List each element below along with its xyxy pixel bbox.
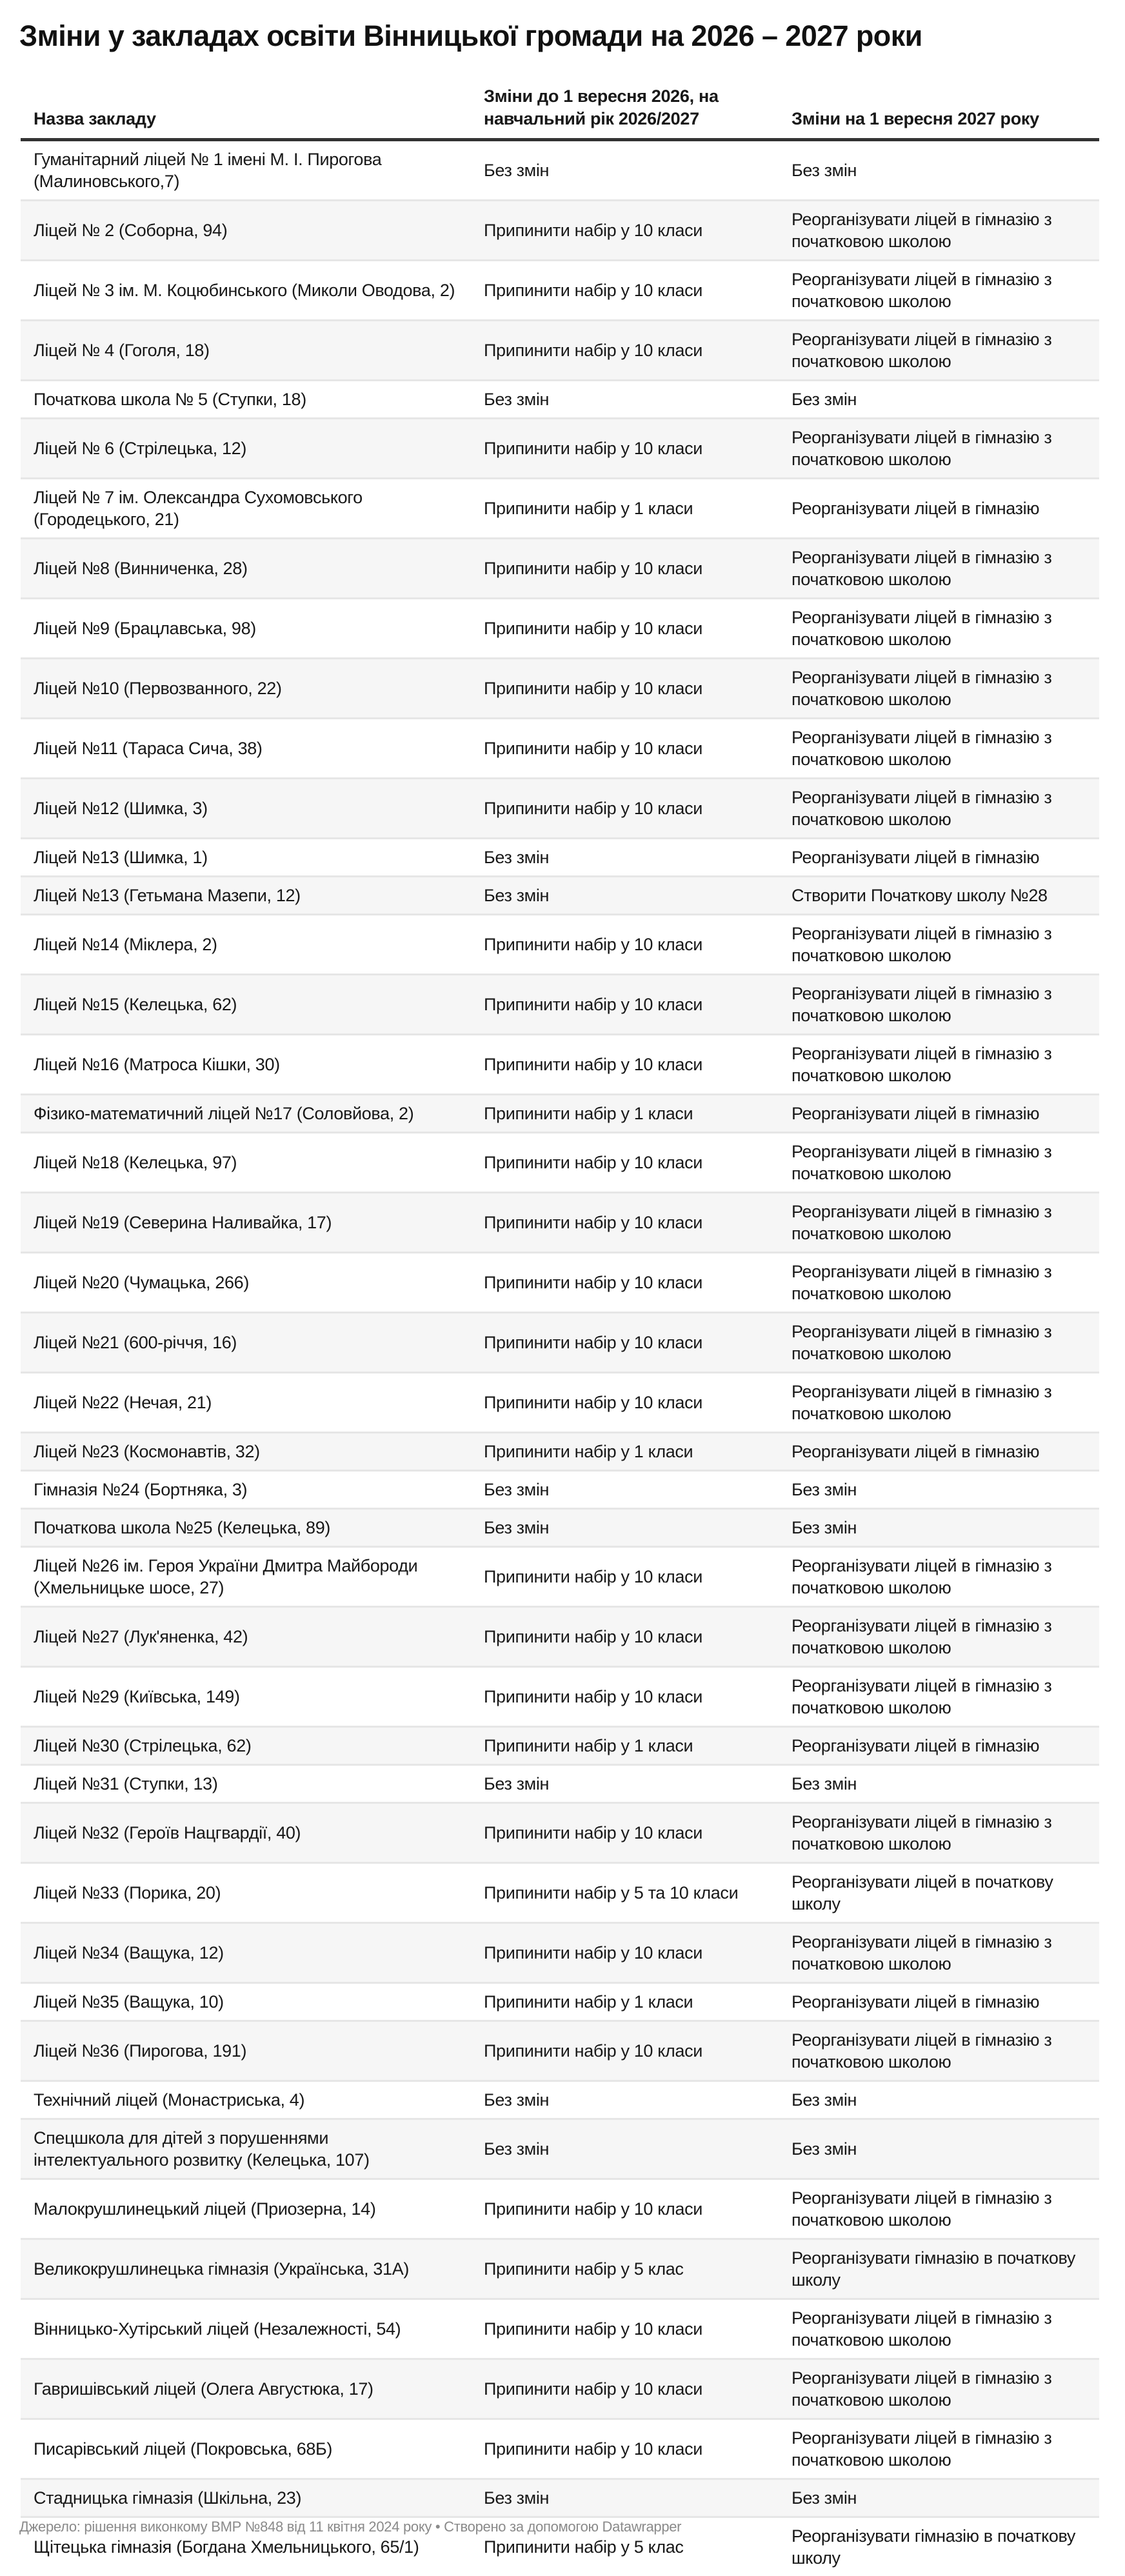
table-row	[21, 2119, 1099, 2179]
cell-school-name: Ліцей №35 (Ващука, 10)	[21, 1983, 471, 2021]
table-row	[21, 2081, 1099, 2119]
cell-changes-2027: Реорганізувати ліцей в гімназію з початковою школою	[779, 1803, 1099, 1863]
cell-changes-2027: Реорганізувати ліцей в гімназію з початковою школою	[779, 1667, 1099, 1727]
cell-school-name: Гуманітарний ліцей № 1 імені М. І. Пирогова (Малиновського,7)	[21, 140, 471, 201]
cell-changes-2027: Реорганізувати ліцей в гімназію	[779, 1433, 1099, 1471]
cell-changes-2027: Реорганізувати ліцей в гімназію з початковою школою	[779, 321, 1099, 381]
table-row	[21, 1313, 1099, 1373]
table-row	[21, 539, 1099, 599]
table-row	[21, 1433, 1099, 1471]
cell-school-name: Вінницько-Хутірський ліцей (Незалежності, 54)	[21, 2299, 471, 2359]
cell-changes-2027: Реорганізувати ліцей в гімназію з початковою школою	[779, 975, 1099, 1035]
cell-changes-2026: Припинити набір у 5 клас	[471, 2517, 779, 2576]
cell-changes-2027: Реорганізувати ліцей в гімназію з початковою школою	[779, 539, 1099, 599]
cell-changes-2026: Припинити набір у 10 класи	[471, 719, 779, 779]
cell-changes-2027: Реорганізувати ліцей в гімназію з початковою школою	[779, 2359, 1099, 2419]
cell-school-name: Великокрушлинецька гімназія (Українська, 31А)	[21, 2239, 471, 2299]
column-header-changes-2026[interactable]: Зміни до 1 вересня 2026, на навчальний рік 2026/2027	[471, 85, 779, 140]
cell-school-name: Ліцей №33 (Порика, 20)	[21, 1863, 471, 1923]
cell-changes-2026: Припинити набір у 10 класи	[471, 201, 779, 261]
table-row	[21, 1803, 1099, 1863]
cell-changes-2026: Без змін	[471, 839, 779, 877]
schools-table	[21, 85, 1099, 2576]
cell-changes-2027: Реорганізувати ліцей в гімназію	[779, 839, 1099, 877]
cell-changes-2026: Без змін	[471, 2119, 779, 2179]
cell-changes-2026: Без змін	[471, 140, 779, 201]
cell-changes-2026: Припинити набір у 1 класи	[471, 1095, 779, 1133]
cell-changes-2027: Реорганізувати ліцей в гімназію з початковою школою	[779, 1923, 1099, 1983]
cell-school-name: Ліцей №16 (Матроса Кішки, 30)	[21, 1035, 471, 1095]
cell-changes-2027: Реорганізувати ліцей в гімназію з початковою школою	[779, 201, 1099, 261]
cell-school-name: Ліцей № 3 ім. М. Коцюбинського (Миколи Оводова, 2)	[21, 261, 471, 321]
table-row	[21, 1667, 1099, 1727]
cell-changes-2026: Припинити набір у 1 класи	[471, 1727, 779, 1765]
table-row	[21, 2179, 1099, 2239]
cell-changes-2026: Припинити набір у 10 класи	[471, 1923, 779, 1983]
cell-changes-2026: Припинити набір у 5 та 10 класи	[471, 1863, 779, 1923]
cell-changes-2026: Припинити набір у 10 класи	[471, 2179, 779, 2239]
table-row	[21, 140, 1099, 201]
cell-changes-2026: Припинити набір у 10 класи	[471, 1547, 779, 1607]
cell-changes-2027: Реорганізувати ліцей в гімназію	[779, 1727, 1099, 1765]
cell-changes-2027: Без змін	[779, 1471, 1099, 1509]
cell-school-name: Ліцей №22 (Нечая, 21)	[21, 1373, 471, 1433]
cell-changes-2027: Реорганізувати ліцей в гімназію з початковою школою	[779, 1547, 1099, 1607]
cell-school-name: Ліцей №34 (Ващука, 12)	[21, 1923, 471, 1983]
cell-changes-2027: Без змін	[779, 381, 1099, 419]
cell-changes-2026: Припинити набір у 10 класи	[471, 1035, 779, 1095]
cell-school-name: Початкова школа № 5 (Ступки, 18)	[21, 381, 471, 419]
cell-school-name: Малокрушлинецький ліцей (Приозерна, 14)	[21, 2179, 471, 2239]
cell-school-name: Ліцей № 7 ім. Олександра Сухомовського (Городецького, 21)	[21, 479, 471, 539]
table-row	[21, 1373, 1099, 1433]
table-row	[21, 2239, 1099, 2299]
cell-school-name: Ліцей №10 (Первозванного, 22)	[21, 659, 471, 719]
table-header-row	[21, 85, 1099, 140]
table-row	[21, 779, 1099, 839]
cell-school-name: Ліцей №8 (Винниченка, 28)	[21, 539, 471, 599]
cell-changes-2026: Припинити набір у 10 класи	[471, 779, 779, 839]
table-row	[21, 201, 1099, 261]
cell-changes-2027: Реорганізувати ліцей в гімназію з початковою школою	[779, 719, 1099, 779]
cell-changes-2027: Реорганізувати ліцей в гімназію з початковою школою	[779, 659, 1099, 719]
cell-changes-2027: Без змін	[779, 2081, 1099, 2119]
cell-school-name: Ліцей №12 (Шимка, 3)	[21, 779, 471, 839]
table-row	[21, 877, 1099, 915]
cell-changes-2027: Реорганізувати ліцей в гімназію з початковою школою	[779, 419, 1099, 479]
table-row	[21, 2359, 1099, 2419]
column-header-name[interactable]: Назва закладу	[21, 85, 471, 140]
cell-school-name: Ліцей №20 (Чумацька, 266)	[21, 1253, 471, 1313]
cell-changes-2027: Реорганізувати ліцей в гімназію з початковою школою	[779, 2021, 1099, 2081]
cell-changes-2027: Реорганізувати ліцей в гімназію з початковою школою	[779, 261, 1099, 321]
cell-school-name: Писарівський ліцей (Покровська, 68Б)	[21, 2419, 471, 2479]
cell-changes-2026: Припинити набір у 10 класи	[471, 975, 779, 1035]
cell-school-name: Ліцей №29 (Київська, 149)	[21, 1667, 471, 1727]
cell-changes-2027: Створити Початкову школу №28	[779, 877, 1099, 915]
cell-changes-2026: Припинити набір у 1 класи	[471, 479, 779, 539]
cell-school-name: Ліцей №26 ім. Героя України Дмитра Майбороди (Хмельницьке шосе, 27)	[21, 1547, 471, 1607]
table-row	[21, 1253, 1099, 1313]
cell-changes-2027: Без змін	[779, 2119, 1099, 2179]
table-row	[21, 261, 1099, 321]
cell-changes-2027: Реорганізувати ліцей в гімназію	[779, 479, 1099, 539]
cell-changes-2026: Припинити набір у 10 класи	[471, 539, 779, 599]
cell-school-name: Ліцей №21 (600-річчя, 16)	[21, 1313, 471, 1373]
cell-changes-2027: Реорганізувати ліцей в гімназію з початковою школою	[779, 1313, 1099, 1373]
cell-school-name: Ліцей № 6 (Стрілецька, 12)	[21, 419, 471, 479]
table-row	[21, 1035, 1099, 1095]
cell-school-name: Ліцей №9 (Брацлавська, 98)	[21, 599, 471, 659]
cell-changes-2027: Реорганізувати ліцей в гімназію з початковою школою	[779, 915, 1099, 975]
table-row	[21, 599, 1099, 659]
table-row	[21, 975, 1099, 1035]
cell-changes-2027: Реорганізувати гімназію в початкову школу	[779, 2239, 1099, 2299]
cell-school-name: Ліцей №36 (Пирогова, 191)	[21, 2021, 471, 2081]
cell-school-name: Фізико-математичний ліцей №17 (Соловйова, 2)	[21, 1095, 471, 1133]
cell-changes-2026: Припинити набір у 10 класи	[471, 1803, 779, 1863]
cell-school-name: Ліцей №27 (Лук'яненка, 42)	[21, 1607, 471, 1667]
source-footer: Джерело: рішення виконкому ВМР №848 від 11 квітня 2024 року • Створено за допомогою Datawrapper	[19, 2519, 681, 2535]
cell-changes-2026: Припинити набір у 10 класи	[471, 2299, 779, 2359]
table-row	[21, 1765, 1099, 1803]
cell-changes-2027: Реорганізувати ліцей в гімназію з початковою школою	[779, 2299, 1099, 2359]
cell-changes-2027: Реорганізувати ліцей в гімназію з початковою школою	[779, 1193, 1099, 1253]
cell-changes-2027: Реорганізувати ліцей в гімназію з початковою школою	[779, 1373, 1099, 1433]
table-body	[21, 140, 1099, 2576]
cell-changes-2026: Без змін	[471, 1509, 779, 1547]
table-row	[21, 1983, 1099, 2021]
table-row	[21, 321, 1099, 381]
cell-changes-2027: Без змін	[779, 140, 1099, 201]
cell-changes-2026: Припинити набір у 10 класи	[471, 659, 779, 719]
cell-changes-2026: Без змін	[471, 1765, 779, 1803]
cell-changes-2027: Реорганізувати ліцей в гімназію	[779, 1095, 1099, 1133]
cell-school-name: Технічний ліцей (Монастриська, 4)	[21, 2081, 471, 2119]
cell-changes-2027: Реорганізувати ліцей в початкову школу	[779, 1863, 1099, 1923]
cell-changes-2027: Реорганізувати ліцей в гімназію з початковою школою	[779, 2419, 1099, 2479]
cell-changes-2027: Реорганізувати ліцей в гімназію з початковою школою	[779, 1035, 1099, 1095]
cell-school-name: Щітецька гімназія (Богдана Хмельницького, 65/1)	[21, 2517, 471, 2576]
cell-school-name: Ліцей №32 (Героїв Нацгвардії, 40)	[21, 1803, 471, 1863]
table-row	[21, 381, 1099, 419]
table-row	[21, 659, 1099, 719]
cell-school-name: Ліцей №31 (Ступки, 13)	[21, 1765, 471, 1803]
cell-changes-2026: Припинити набір у 5 клас	[471, 2239, 779, 2299]
table-row	[21, 2479, 1099, 2517]
table-row	[21, 479, 1099, 539]
cell-school-name: Ліцей №11 (Тараса Сича, 38)	[21, 719, 471, 779]
cell-changes-2026: Припинити набір у 10 класи	[471, 1373, 779, 1433]
cell-school-name: Ліцей № 2 (Соборна, 94)	[21, 201, 471, 261]
cell-changes-2026: Припинити набір у 1 класи	[471, 1983, 779, 2021]
cell-changes-2026: Без змін	[471, 2081, 779, 2119]
cell-changes-2026: Припинити набір у 10 класи	[471, 1313, 779, 1373]
cell-school-name: Ліцей № 4 (Гоголя, 18)	[21, 321, 471, 381]
cell-changes-2027: Реорганізувати ліцей в гімназію з початковою школою	[779, 2179, 1099, 2239]
cell-changes-2026: Припинити набір у 10 класи	[471, 599, 779, 659]
cell-changes-2026: Припинити набір у 10 класи	[471, 1193, 779, 1253]
table-row	[21, 1727, 1099, 1765]
cell-changes-2026: Припинити набір у 10 класи	[471, 2021, 779, 2081]
table-row	[21, 1193, 1099, 1253]
cell-changes-2027: Реорганізувати ліцей в гімназію	[779, 1983, 1099, 2021]
table-row	[21, 1509, 1099, 1547]
table-row	[21, 2021, 1099, 2081]
cell-changes-2026: Припинити набір у 10 класи	[471, 261, 779, 321]
cell-school-name: Ліцей №23 (Космонавтів, 32)	[21, 1433, 471, 1471]
table-row	[21, 419, 1099, 479]
table-row	[21, 1471, 1099, 1509]
cell-school-name: Стадницька гімназія (Шкільна, 23)	[21, 2479, 471, 2517]
cell-changes-2026: Припинити набір у 10 класи	[471, 1607, 779, 1667]
table-row	[21, 2419, 1099, 2479]
cell-changes-2026: Припинити набір у 10 класи	[471, 2359, 779, 2419]
cell-school-name: Ліцей №19 (Северина Наливайка, 17)	[21, 1193, 471, 1253]
table-row	[21, 1095, 1099, 1133]
table-row	[21, 2299, 1099, 2359]
cell-changes-2027: Реорганізувати ліцей в гімназію з початковою школою	[779, 779, 1099, 839]
cell-school-name: Ліцей №18 (Келецька, 97)	[21, 1133, 471, 1193]
cell-changes-2026: Без змін	[471, 1471, 779, 1509]
table-row	[21, 1923, 1099, 1983]
column-header-changes-2027[interactable]: Зміни на 1 вересня 2027 року	[779, 85, 1099, 140]
cell-school-name: Початкова школа №25 (Келецька, 89)	[21, 1509, 471, 1547]
cell-changes-2026: Припинити набір у 10 класи	[471, 321, 779, 381]
cell-school-name: Гімназія №24 (Бортняка, 3)	[21, 1471, 471, 1509]
cell-changes-2027: Реорганізувати ліцей в гімназію з початковою школою	[779, 1253, 1099, 1313]
cell-changes-2026: Припинити набір у 10 класи	[471, 419, 779, 479]
cell-changes-2027: Без змін	[779, 2479, 1099, 2517]
cell-changes-2026: Припинити набір у 1 класи	[471, 1433, 779, 1471]
cell-school-name: Спецшкола для дітей з порушеннями інтелектуального розвитку (Келецька, 107)	[21, 2119, 471, 2179]
page-title: Зміни у закладах освіти Вінницької громади на 2026 – 2027 роки	[19, 19, 922, 53]
table-row	[21, 1133, 1099, 1193]
table-row	[21, 839, 1099, 877]
table-row	[21, 719, 1099, 779]
cell-school-name: Ліцей №14 (Міклера, 2)	[21, 915, 471, 975]
cell-school-name: Ліцей №13 (Шимка, 1)	[21, 839, 471, 877]
cell-school-name: Ліцей №13 (Гетьмана Мазепи, 12)	[21, 877, 471, 915]
cell-changes-2027: Без змін	[779, 1765, 1099, 1803]
cell-changes-2026: Припинити набір у 10 класи	[471, 2419, 779, 2479]
cell-changes-2027: Реорганізувати гімназію в початкову школу	[779, 2517, 1099, 2576]
table-row	[21, 1863, 1099, 1923]
table-row	[21, 1547, 1099, 1607]
cell-school-name: Ліцей №15 (Келецька, 62)	[21, 975, 471, 1035]
cell-changes-2026: Без змін	[471, 381, 779, 419]
cell-changes-2026: Припинити набір у 10 класи	[471, 1667, 779, 1727]
cell-changes-2026: Припинити набір у 10 класи	[471, 915, 779, 975]
cell-changes-2026: Припинити набір у 10 класи	[471, 1253, 779, 1313]
cell-changes-2026: Припинити набір у 10 класи	[471, 1133, 779, 1193]
table-row	[21, 1607, 1099, 1667]
cell-changes-2027: Реорганізувати ліцей в гімназію з початковою школою	[779, 599, 1099, 659]
cell-changes-2026: Без змін	[471, 877, 779, 915]
cell-changes-2026: Без змін	[471, 2479, 779, 2517]
cell-school-name: Ліцей №30 (Стрілецька, 62)	[21, 1727, 471, 1765]
cell-changes-2027: Реорганізувати ліцей в гімназію з початковою школою	[779, 1133, 1099, 1193]
cell-changes-2027: Без змін	[779, 1509, 1099, 1547]
table-row	[21, 915, 1099, 975]
cell-school-name: Гавришівський ліцей (Олега Августюка, 17)	[21, 2359, 471, 2419]
cell-changes-2027: Реорганізувати ліцей в гімназію з початковою школою	[779, 1607, 1099, 1667]
